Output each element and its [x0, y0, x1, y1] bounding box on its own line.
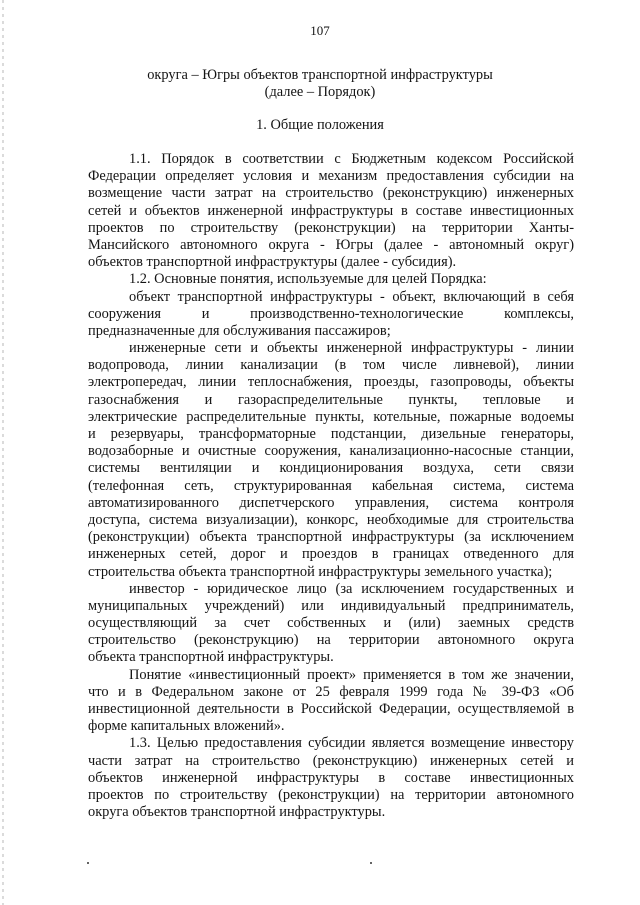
- body-text-line: Мансийского автономного округа - Югры (далее - автономный округ): [88, 236, 574, 253]
- body-text-line: электрические распределительные пункты, котельные, пожарные водоемы: [88, 408, 574, 425]
- body-text-line: автоматизированного диспетчерского управления, система контроля: [88, 494, 574, 511]
- body-text-line: форме капитальных вложений».: [88, 718, 285, 735]
- body-text-line: 1.3. Целью предоставления субсидии является возмещение инвестору: [129, 735, 574, 752]
- body-text-line: (телефонная сеть, структурированная кабельная система, система: [88, 477, 574, 494]
- body-text-line: инвестиционной деятельности в Российской Федерации, осуществляемой в: [88, 701, 574, 717]
- page-number: 107: [310, 23, 330, 38]
- body-text-line: электропередач, линии теплоснабжения, проезды, газопроводы, объекты: [88, 374, 574, 391]
- body-text-line: проектов по строительству (реконструкции) на территории Ханты-: [88, 219, 574, 236]
- body-text-line: округа объектов транспортной инфраструктуры.: [88, 804, 386, 821]
- body-text-line: что и в Федеральном законе от 25 февраля 1999 года № 39-ФЗ «Об: [88, 683, 574, 700]
- body-text-line: инженерных сетей, дорог и проездов в границах отведенного для: [88, 546, 574, 563]
- body-text-line: газоснабжения и газораспределительные пункты, тепловые и: [88, 391, 574, 408]
- scan-edge-artifact: [2, 0, 4, 905]
- document-heading-line-2: (далее – Порядок): [264, 84, 376, 100]
- body-text-line: (реконструкции) объекта транспортной инфраструктуры (за исключением: [88, 529, 574, 546]
- body-text-line: строительство (реконструкцию) на территории автономного округа: [88, 632, 574, 649]
- scan-dot: [370, 862, 372, 864]
- document-body: [88, 151, 574, 821]
- body-text-line: объектов инженерной инфраструктуры в составе инвестиционных: [88, 769, 574, 786]
- body-text-line: Федерации определяет условия и механизм предоставления субсидии на: [88, 168, 574, 185]
- scan-dot: [87, 862, 89, 864]
- body-text-line: возмещение части затрат на строительство (реконструкцию) инженерных: [88, 185, 574, 202]
- body-text-line: объекта транспортной инфраструктуры.: [88, 649, 334, 666]
- body-text-line: инженерные сети и объекты инженерной инфраструктуры - линии: [129, 340, 574, 357]
- body-text-line: и резервуары, трансформаторные подстанции, дизельные генераторы,: [88, 426, 574, 442]
- body-text-line: сооружения и производственно-технологические комплексы,: [88, 305, 574, 322]
- body-text-line: сетей и объектов инженерной инфраструктуры в составе инвестиционных: [88, 202, 574, 219]
- body-text-line: системы вентиляции и кондиционирования воздуха, сети связи: [88, 460, 574, 477]
- body-text-line: части затрат на строительство (реконструкцию) инженерных сетей и: [88, 752, 574, 769]
- body-text-line: муниципальных учреждений) или индивидуальный предприниматель,: [88, 597, 574, 614]
- body-text-line: проектов по строительству (реконструкции) на территории автономного: [88, 786, 574, 803]
- body-text-line: Понятие «инвестиционный проект» применяется в том же значении,: [129, 666, 574, 683]
- body-text-line: осуществляющий за счет собственных и (или) заемных средств: [88, 615, 574, 632]
- body-text-line: предназначенные для обслуживания пассажиров;: [88, 322, 391, 339]
- section-title: 1. Общие положения: [256, 117, 384, 133]
- body-text-line: объект транспортной инфраструктуры - объект, включающий в себя: [129, 288, 574, 305]
- body-text-line: доступа, система визуализации), конкорс, необходимые для строительства: [88, 511, 574, 528]
- body-text-line: водозаборные и очистные сооружения, канализационно-насосные станции,: [88, 443, 574, 460]
- body-text-line: объектов транспортной инфраструктуры (далее - субсидия).: [88, 254, 457, 271]
- body-text-line: 1.1. Порядок в соответствии с Бюджетным кодексом Российской: [129, 151, 574, 167]
- body-text-line: 1.2. Основные понятия, используемые для целей Порядка:: [129, 271, 487, 288]
- document-heading-line-1: округа – Югры объектов транспортной инфраструктуры: [147, 67, 493, 83]
- body-text-line: водопровода, линии канализации (в том числе ливневой), линии: [88, 357, 574, 374]
- body-text-line: строительства объекта транспортной инфраструктуры земельного участка);: [88, 563, 553, 580]
- body-text-line: инвестор - юридическое лицо (за исключением государственных и: [129, 580, 574, 597]
